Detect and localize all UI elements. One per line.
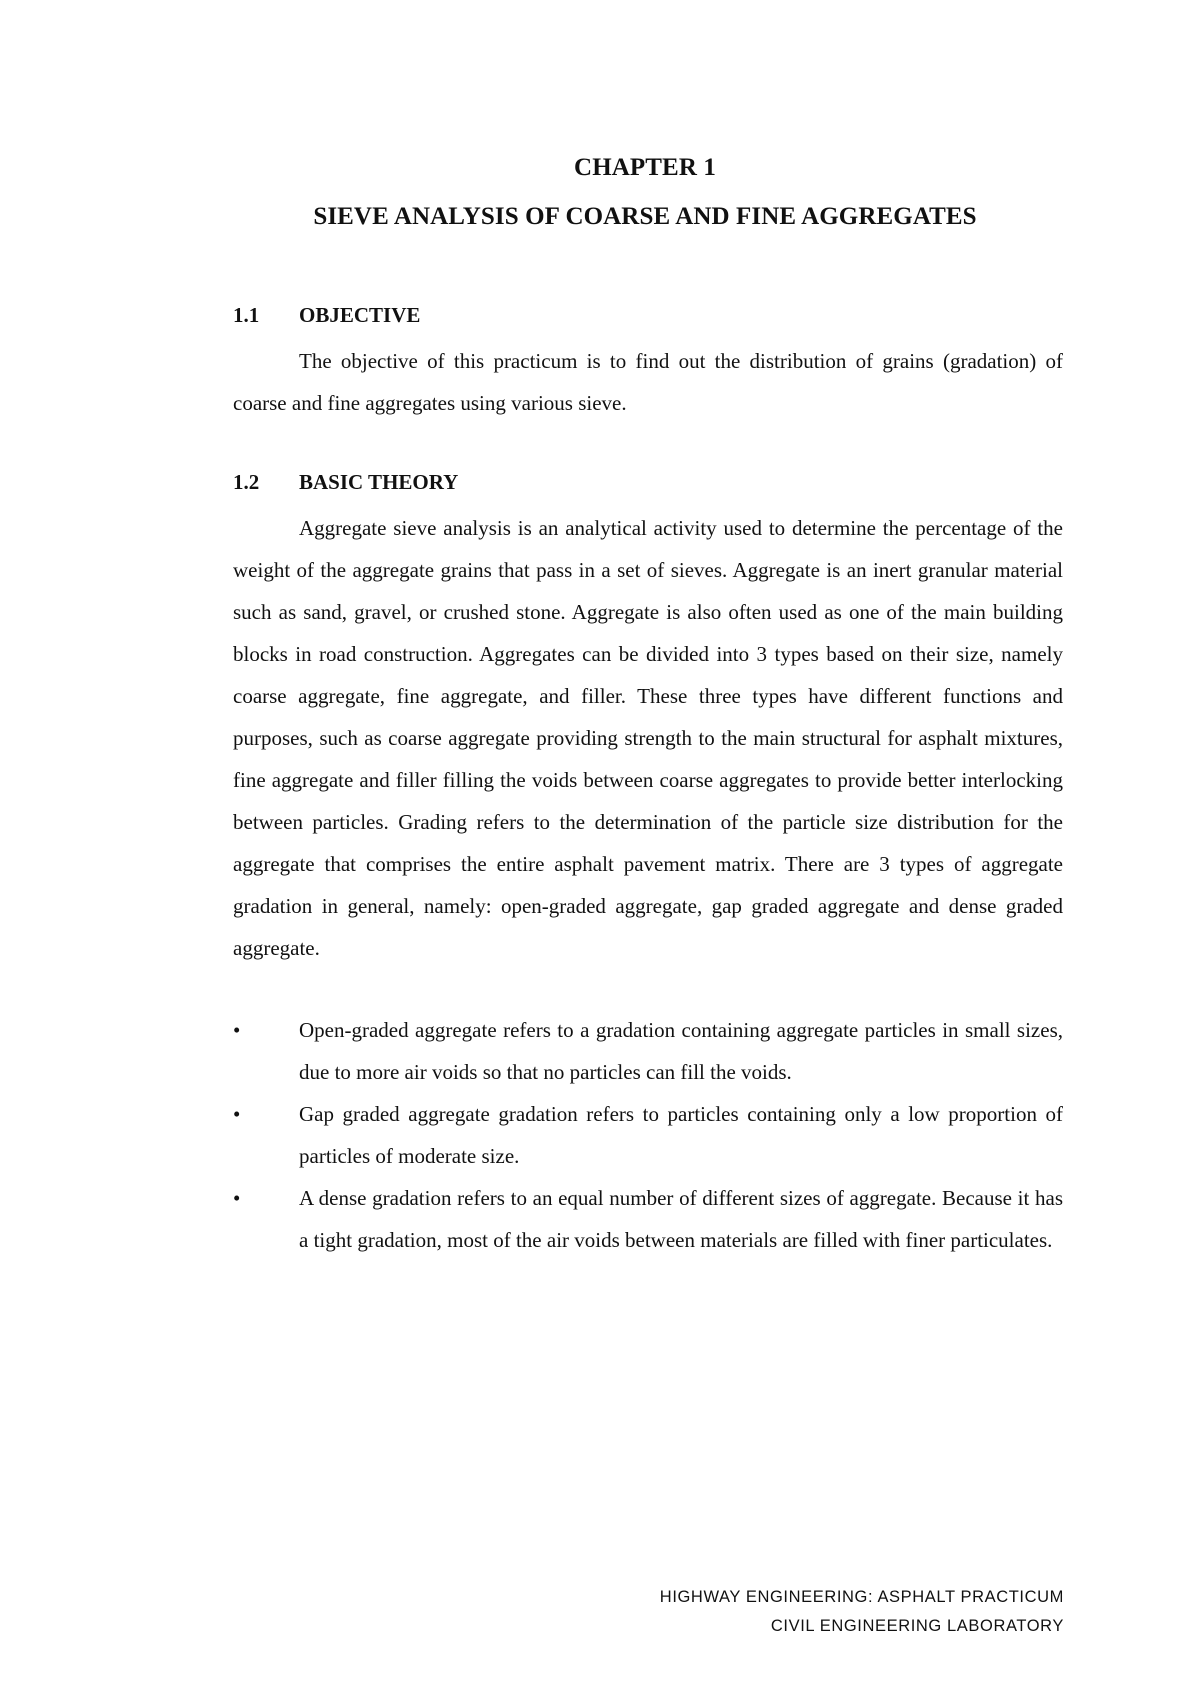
section-heading-objective [233,303,420,328]
section-title: BASIC THEORY [299,470,459,494]
chapter-title: SIEVE ANALYSIS OF COARSE AND FINE AGGREGATES [313,203,977,230]
objective-paragraph: The objective of this practicum is to find out the distribution of grains (gradation) of coarse and fine aggregates using various sieve. [233,349,1063,415]
section-heading-basic-theory [233,470,458,495]
section-title: OBJECTIVE [299,303,421,327]
section-number: 1.1 [233,303,260,327]
list-item [233,1177,1063,1261]
bullet-icon: • [233,1102,241,1126]
list-item [233,1009,1063,1093]
bullet-icon: • [233,1018,241,1042]
basic-theory-paragraph: Aggregate sieve analysis is an analytical activity used to determine the percentage of the weight of the aggregate grains that pass in a set of sieves. Aggregate is an inert granular material such as sand, gravel, or crushed stone. Aggregate is also often used as one of the main building blocks in road construction. Aggregates can be divided into 3 types based on their size, namely coarse aggregate, fine aggregate, and filler. These three types have different functions and purposes, such as coarse aggregate providing strength to the main structural for asphalt mixtures, fine aggregate and filler filling the voids between coarse aggregates to provide better interlocking between particles. Grading refers to the determination of the particle size distribution for the aggregate that comprises the entire asphalt pavement matrix. There are 3 types of aggregate gradation in general, namely: open-graded aggregate, gap graded aggregate and dense graded aggregate. [233,516,1063,960]
footer-line-lab: CIVIL ENGINEERING LABORATORY [770,1617,1064,1635]
footer-line-course: HIGHWAY ENGINEERING: ASPHALT PRACTICUM [659,1588,1064,1606]
list-item-text: A dense gradation refers to an equal number of different sizes of aggregate. Because it has a tight gradation, most of the air voids between materials are filled with finer particulates. [299,1186,1063,1252]
bullet-icon: • [233,1186,241,1210]
list-item-text: Gap graded aggregate gradation refers to particles containing only a low proportion of particles of moderate size. [299,1102,1063,1168]
list-item [233,1093,1063,1177]
section-number: 1.2 [233,470,260,494]
chapter-number: CHAPTER 1 [574,154,716,181]
gradation-list [233,1009,1063,1261]
list-item-text: Open-graded aggregate refers to a gradation containing aggregate particles in small sizes, due to more air voids so that no particles can fill the voids. [299,1018,1063,1084]
